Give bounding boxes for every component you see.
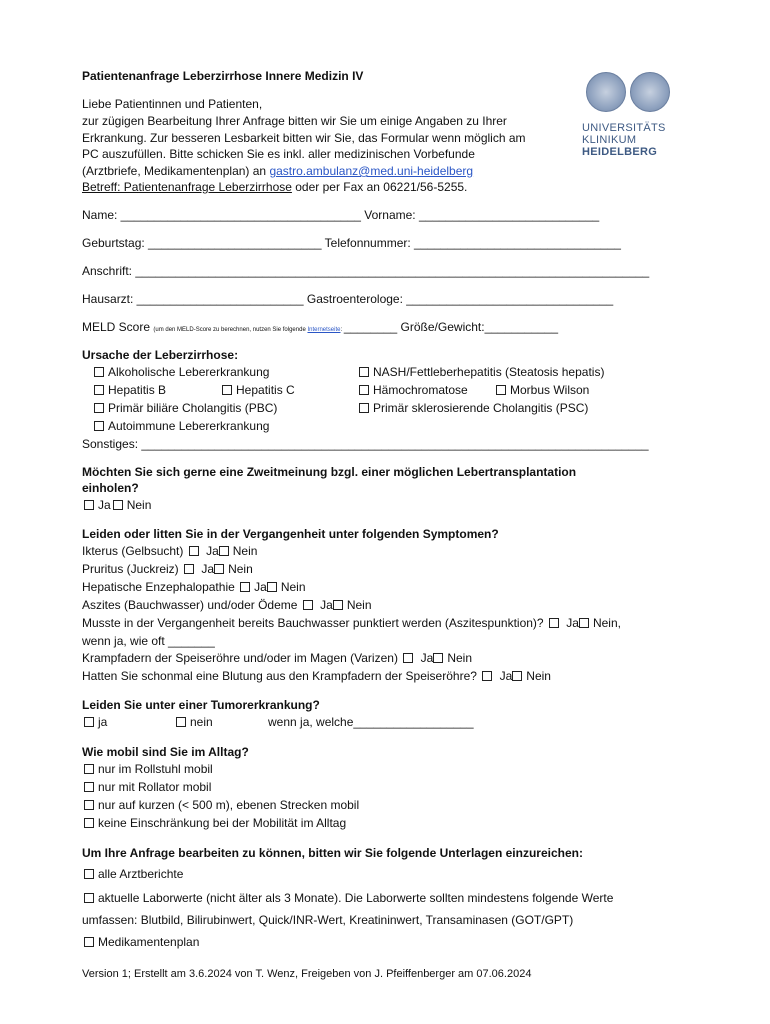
unterlagen-heading: Um Ihre Anfrage bearbeiten zu können, bitten wir Sie folgende Unterlagen einzureichen: — [82, 846, 583, 860]
checkbox-label: Nein — [126, 498, 152, 512]
checkbox-item[interactable] — [84, 867, 183, 881]
checkbox-item[interactable] — [176, 715, 213, 729]
intro-text-part: (Arztbriefe, Medikamentenplan) an — [82, 164, 270, 178]
zweitmeinung-question: einholen? — [82, 481, 139, 495]
checkbox-label: Ja — [566, 616, 579, 630]
checkbox-label: Nein — [447, 651, 472, 665]
checkbox-item[interactable] — [94, 401, 277, 415]
subject-line: Betreff: Patientenanfrage Leberzirrhose — [82, 180, 292, 194]
checkbox-label: nur auf kurzen (< 500 m), ebenen Strecken mobil — [98, 798, 360, 812]
checkbox[interactable] — [359, 385, 369, 395]
symptom-row[interactable] — [82, 544, 257, 558]
checkbox-item[interactable] — [84, 780, 211, 794]
zweitmeinung-options[interactable] — [84, 498, 151, 512]
checkbox[interactable] — [84, 818, 94, 828]
ursache-heading: Ursache der Leberzirrhose: — [82, 348, 239, 362]
fax-text: oder per Fax an 06221/56-5255. — [291, 180, 468, 194]
meld-hint: (um den MELD-Score zu berechnen, nutzen Sie folgende — [153, 327, 308, 333]
checkbox-label: Ja — [206, 544, 219, 558]
meld-field[interactable] — [82, 320, 558, 334]
checkbox-item[interactable] — [359, 383, 468, 397]
checkbox-label: Hämochromatose — [373, 383, 468, 397]
zweitmeinung-question: Möchten Sie sich gerne eine Zweitmeinung bzgl. einer möglichen Lebertransplantation — [82, 465, 577, 479]
intro-text: Erkrankung. Zur besseren Lesbarkeit bitten wir Sie, das Formular wenn möglich am — [82, 131, 526, 145]
checkbox[interactable] — [94, 385, 104, 395]
meld-label: MELD Score — [82, 320, 154, 334]
meld-groesse-field[interactable]: ________ Größe/Gewicht:___________ — [343, 320, 558, 334]
checkbox-item[interactable] — [94, 365, 269, 379]
symptom-row[interactable] — [82, 598, 372, 612]
tumor-heading: Leiden Sie unter einer Tumorerkrankung? — [82, 698, 320, 712]
checkbox-item[interactable] — [359, 365, 604, 379]
checkbox-label: Ja — [320, 598, 333, 612]
checkbox-item[interactable] — [84, 935, 199, 949]
symptom-label: Pruritus (Juckreiz) — [82, 562, 179, 576]
seal-icon — [630, 72, 670, 112]
checkbox[interactable] — [94, 403, 104, 413]
checkbox-item[interactable] — [222, 383, 295, 397]
checkbox-label: Hepatitis B — [108, 383, 167, 397]
symptom-label: Ikterus (Gelbsucht) — [82, 544, 184, 558]
checkbox-item[interactable] — [84, 798, 359, 812]
checkbox-label: Ja — [98, 498, 111, 512]
checkbox[interactable] — [496, 385, 506, 395]
checkbox[interactable] — [222, 385, 232, 395]
symptom-label: Hepatische Enzephalopathie — [82, 580, 235, 594]
name-field[interactable]: Name: ____________________________________ Vorname: ___________________________ — [82, 208, 600, 222]
checkbox[interactable] — [214, 564, 224, 574]
symptom-label: Hatten Sie schonmal eine Blutung aus den Krampfadern der Speiseröhre? — [82, 669, 477, 683]
checkbox-label: Ja — [499, 669, 513, 683]
checkbox[interactable] — [84, 893, 94, 903]
checkbox-label: ja — [98, 715, 108, 729]
symptom-row[interactable] — [82, 669, 551, 683]
checkbox-label: Autoimmune Lebererkrankung — [108, 419, 270, 433]
checkbox-label: Nein — [228, 562, 253, 576]
checkbox[interactable] — [84, 717, 94, 727]
checkbox-item[interactable] — [359, 401, 588, 415]
checkbox[interactable] — [359, 403, 369, 413]
logo-line: KLINIKUM — [582, 134, 637, 146]
tumor-welche-field[interactable]: wenn ja, welche__________________ — [268, 715, 474, 729]
checkbox-item[interactable] — [496, 383, 589, 397]
seal-icon — [586, 72, 626, 112]
intro-text: PC auszufüllen. Bitte schicken Sie es inkl. aller medizinischen Vorbefunde — [82, 147, 475, 161]
checkbox[interactable] — [176, 717, 186, 727]
checkbox[interactable] — [84, 800, 94, 810]
checkbox-label: NASH/Fettleberhepatitis (Steatosis hepatis) — [373, 365, 605, 379]
checkbox-label: Ja — [254, 580, 267, 594]
footer-version: Version 1; Erstellt am 3.6.2024 von T. Wenz, Freigeben von J. Pfeiffenberger am 07.06.2024 — [82, 968, 532, 980]
email-link[interactable]: gastro.ambulanz@med.uni-heidelberg — [269, 164, 474, 178]
checkbox[interactable] — [84, 937, 94, 947]
symptom-row[interactable] — [82, 580, 306, 594]
checkbox-label: nur mit Rollator mobil — [98, 780, 212, 794]
checkbox-label: alle Arztberichte — [98, 867, 184, 881]
intro-greeting: Liebe Patientinnen und Patienten, — [82, 97, 263, 111]
symptom-label: Krampfadern der Speiseröhre und/oder im Magen (Varizen) — [82, 651, 398, 665]
symptom-row[interactable] — [82, 562, 253, 576]
checkbox-item[interactable] — [94, 419, 269, 433]
checkbox[interactable] — [94, 367, 104, 377]
checkbox-label: Nein — [346, 598, 372, 612]
checkbox[interactable] — [579, 618, 589, 628]
checkbox[interactable] — [94, 421, 104, 431]
checkbox-label: keine Einschränkung bei der Mobilität im Alltag — [98, 816, 347, 830]
sonstiges-field[interactable]: Sonstiges: ____________________________________________________________________________ — [82, 437, 649, 451]
checkbox[interactable] — [84, 764, 94, 774]
meld-link[interactable]: Internetseite — [307, 327, 341, 333]
symptome-heading: Leiden oder litten Sie in der Vergangenheit unter folgenden Symptomen? — [82, 527, 499, 541]
checkbox[interactable] — [333, 600, 343, 610]
checkbox[interactable] — [512, 671, 522, 681]
symptom-row[interactable] — [82, 651, 472, 665]
checkbox[interactable] — [267, 582, 277, 592]
university-logo — [580, 72, 690, 162]
intro-text — [82, 164, 473, 178]
checkbox-label: nur im Rollstuhl mobil — [98, 762, 213, 776]
checkbox[interactable] — [359, 367, 369, 377]
checkbox-item[interactable] — [94, 383, 166, 397]
checkbox-label: Medikamentenplan — [98, 935, 200, 949]
checkbox[interactable] — [84, 782, 94, 792]
intro-text — [82, 180, 467, 194]
mobil-heading: Wie mobil sind Sie im Alltag? — [82, 745, 249, 759]
meld-hint: : — [340, 327, 344, 333]
checkbox-label: Alkoholische Lebererkrankung — [108, 365, 270, 379]
checkbox[interactable] — [240, 582, 250, 592]
logo-line: HEIDELBERG — [582, 146, 658, 158]
checkbox[interactable] — [549, 618, 559, 628]
symptom-label: Musste in der Vergangenheit bereits Bauchwasser punktiert werden (Aszitespunktion)? — [82, 616, 544, 630]
wie-oft-field[interactable]: wenn ja, wie oft _______ — [82, 634, 215, 648]
checkbox-label: aktuelle Laborwerte (nicht älter als 3 Monate). Die Laborwerte sollten mindestens folgende Werte — [98, 891, 614, 905]
checkbox[interactable] — [184, 564, 194, 574]
checkbox[interactable] — [189, 546, 199, 556]
checkbox[interactable] — [433, 653, 443, 663]
checkbox[interactable] — [219, 546, 229, 556]
symptom-label: Aszites (Bauchwasser) und/oder Ödeme — [82, 598, 298, 612]
checkbox-label: Hepatitis C — [236, 383, 295, 397]
geburtstag-field[interactable]: Geburtstag: __________________________ Telefonnummer: _______________________________ — [82, 236, 621, 250]
checkbox[interactable] — [403, 653, 413, 663]
checkbox[interactable] — [84, 869, 94, 879]
checkbox[interactable] — [303, 600, 313, 610]
checkbox-label: Primär biliäre Cholangitis (PBC) — [108, 401, 278, 415]
checkbox-item[interactable] — [84, 762, 213, 776]
checkbox-label: Nein — [232, 544, 258, 558]
intro-text: zur zügigen Bearbeitung Ihrer Anfrage bitten wir Sie um einige Angaben zu Ihrer — [82, 114, 507, 128]
anschrift-field[interactable]: Anschrift: _____________________________________________________________________________ — [82, 264, 650, 278]
checkbox-label: Ja — [201, 562, 215, 576]
checkbox-label: Primär sklerosierende Cholangitis (PSC) — [373, 401, 589, 415]
logo-line: UNIVERSITÄTS — [582, 122, 666, 134]
laborwerte-text: umfassen: Blutbild, Bilirubinwert, Quick/INR-Wert, Kreatininwert, Transaminasen (GOT/GPT) — [82, 913, 574, 927]
checkbox[interactable] — [84, 500, 94, 510]
checkbox-label: Nein — [526, 669, 551, 683]
hausarzt-field[interactable]: Hausarzt: _________________________ Gastroenterologe: _______________________________ — [82, 292, 614, 306]
checkbox[interactable] — [113, 500, 123, 510]
checkbox-label: Nein, — [592, 616, 621, 630]
checkbox-label: Nein — [280, 580, 306, 594]
checkbox-item[interactable] — [84, 816, 346, 830]
checkbox[interactable] — [482, 671, 492, 681]
checkbox-label: Ja — [420, 651, 434, 665]
checkbox-item[interactable] — [84, 891, 613, 905]
logo-text — [582, 122, 666, 158]
checkbox-label: Morbus Wilson — [510, 383, 590, 397]
page-title: Patientenanfrage Leberzirrhose Innere Medizin IV — [82, 69, 364, 83]
checkbox-label: nein — [190, 715, 213, 729]
symptom-row[interactable] — [82, 616, 621, 630]
checkbox-item[interactable] — [84, 715, 107, 729]
